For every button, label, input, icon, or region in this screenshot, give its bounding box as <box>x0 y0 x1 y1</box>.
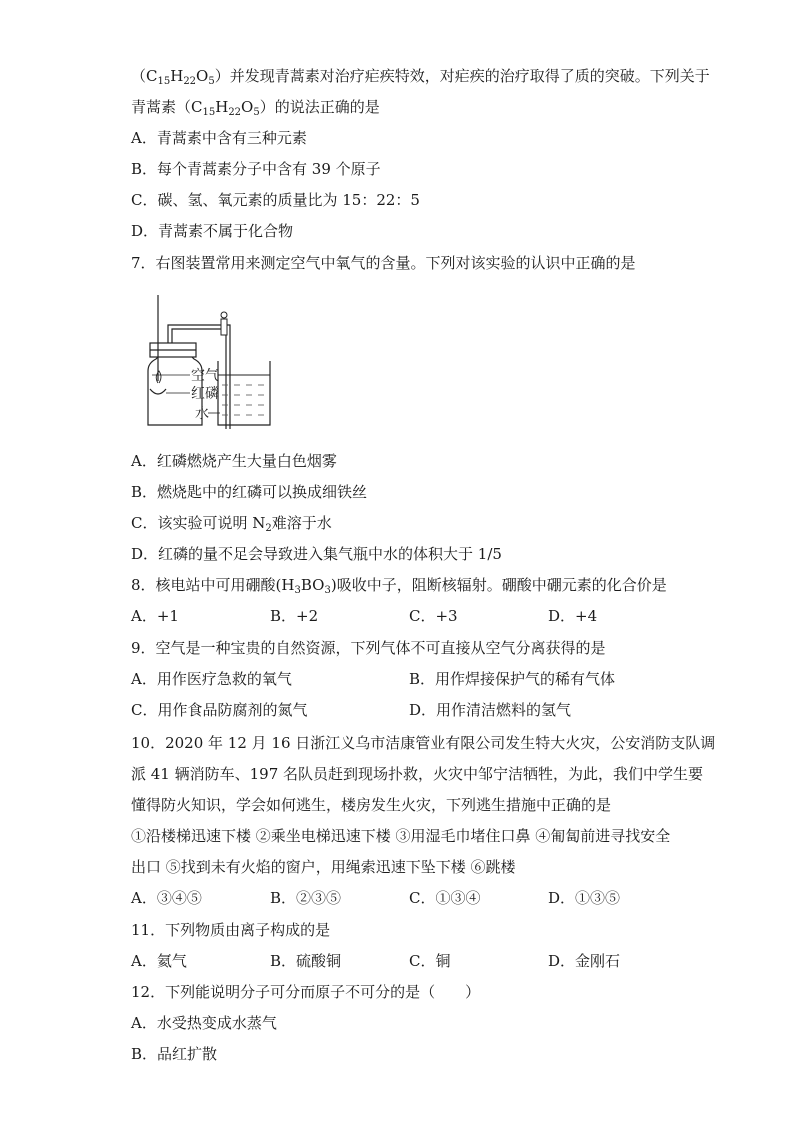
q10-line3: 懂得防火知识，学会如何逃生，楼房发生火灾，下列逃生措施中正确的是 <box>131 796 612 814</box>
q9-option-b: B．用作焊接保护气的稀有气体 <box>409 670 616 688</box>
q6-option-b: B．每个青蒿素分子中含有 39 个原子 <box>131 160 381 178</box>
label-red-phosphorus: 红磷 <box>191 386 219 402</box>
label-air: 空气 <box>191 368 219 384</box>
label-water: 水 <box>195 406 209 422</box>
q6-line2: 青蒿素$(C_{15}H_{22}O_5)$的说法正确的是 <box>131 98 380 118</box>
q8-options <box>131 606 731 626</box>
q9-options-row2 <box>131 700 731 720</box>
q10-option-b: B．②③⑤ <box>270 889 342 907</box>
q8-option-b: B．+2 <box>270 607 319 625</box>
q7-option-a: A．红磷燃烧产生大量白色烟雾 <box>131 452 337 470</box>
clamp-icon <box>221 319 227 335</box>
q10-option-a: A．③④⑤ <box>131 889 202 907</box>
q11-options <box>131 951 731 971</box>
q8-option-d: D．+4 <box>548 607 598 625</box>
q9-options-row1 <box>131 669 731 689</box>
q9-option-a: A．用作医疗急救的氧气 <box>131 670 292 688</box>
q11-option-c: C．铜 <box>409 952 451 970</box>
q12-option-a: A．水受热变成水蒸气 <box>131 1014 277 1032</box>
q7-option-c: C．该实验可说明 $N_2$难溶于水 <box>131 514 332 534</box>
water-texture <box>222 385 264 415</box>
combustion-spoon <box>150 389 166 394</box>
q10-line4: ①沿楼梯迅速下楼 ②乘坐电梯迅速下楼 ③用湿毛巾堵住口鼻 ④匍匐前进寻找安全 <box>131 827 671 845</box>
q6-option-a: A．青蒿素中含有三种元素 <box>131 129 307 147</box>
q12-option-b: B．品红扩散 <box>131 1045 218 1063</box>
q6-option-d: D．青蒿素不属于化合物 <box>131 222 294 240</box>
q10-line2: 派 41 辆消防车、197 名队员赶到现场扑救，火灾中邹宁洁牺牲，为此，我们中学生要 <box>131 765 704 783</box>
q8-option-c: C．+3 <box>409 607 458 625</box>
q10-option-d: D．①③⑤ <box>548 889 621 907</box>
q8-option-a: A．+1 <box>131 607 179 625</box>
q10-line5: 出口 ⑤找到未有火焰的窗户，用绳索迅速下坠下楼 ⑥跳楼 <box>131 858 516 876</box>
gas-collecting-bottle <box>148 343 202 425</box>
q9-stem: 9．空气是一种宝贵的自然资源，下列气体不可直接从空气分离获得的是 <box>131 639 606 657</box>
q9-option-d: D．用作清洁燃料的氢气 <box>409 701 572 719</box>
q10-line1: 10．2020 年 12 月 16 日浙江义乌市洁康管业有限公司发生特大火灾，公安消防支队调 <box>131 734 716 752</box>
q7-option-d: D．红磷的量不足会导致进入集气瓶中水的体积大于 1/5 <box>131 545 502 563</box>
q7-option-b: B．燃烧匙中的红磷可以换成细铁丝 <box>131 483 368 501</box>
q11-option-a: A．氦气 <box>131 952 187 970</box>
q11-option-b: B．硫酸铜 <box>270 952 342 970</box>
q9-option-c: C．用作食品防腐剂的氮气 <box>131 701 308 719</box>
q6-line1: $(C_{15}H_{22}O_5)$并发现青蒿素对治疗疟疾特效，对疟疾的治疗取得了质的突破。下列关于 <box>131 67 710 87</box>
q10-option-c: C．①③④ <box>409 889 481 907</box>
q7-stem: 7．右图装置常用来测定空气中氧气的含量。下列对该实验的认识中正确的是 <box>131 254 636 272</box>
q11-stem: 11．下列物质由离子构成的是 <box>131 921 331 939</box>
flame-icon <box>156 371 161 383</box>
q6-option-c: C．碳、氢、氧元素的质量比为 15：22：5 <box>131 191 420 209</box>
q11-option-d: D．金刚石 <box>548 952 621 970</box>
q12-stem: 12．下列能说明分子可分而原子不可分的是（ ） <box>131 983 481 1001</box>
q8-stem: 8．核电站中可用硼酸$(H_3BO_3)$吸收中子，阻断核辐射。硼酸中硼元素的化合价是 <box>131 576 667 596</box>
q10-options <box>131 888 731 908</box>
oxygen-measurement-apparatus-figure <box>138 293 298 433</box>
